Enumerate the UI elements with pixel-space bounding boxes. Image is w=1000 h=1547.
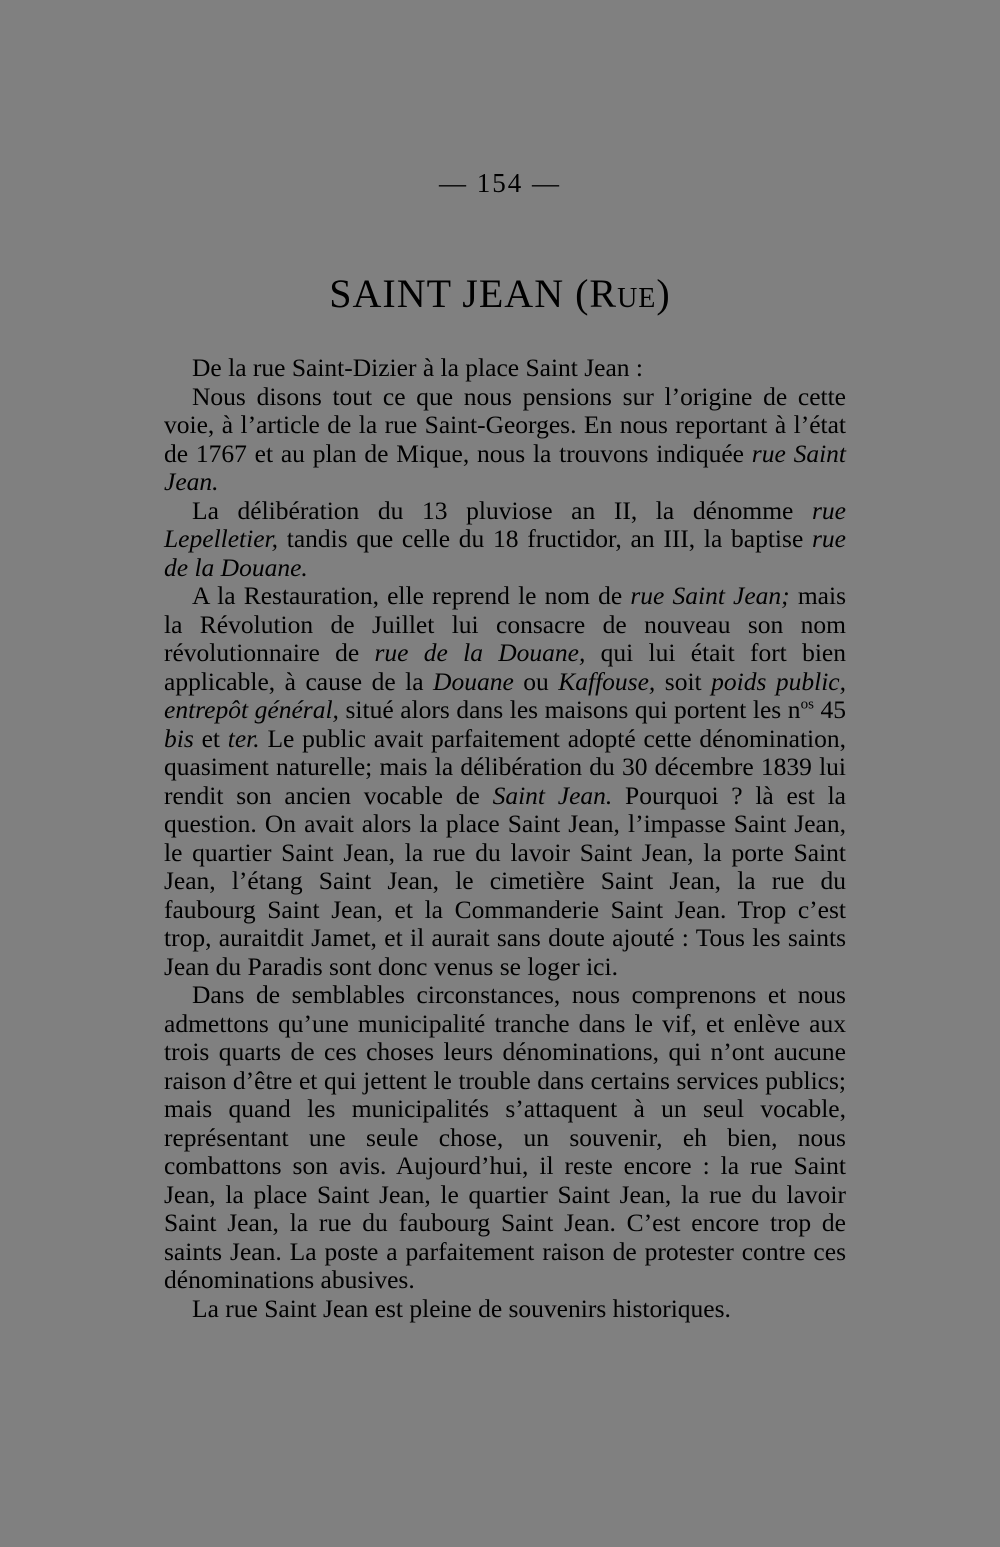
italic-text: Kaffouse, [558,666,656,696]
italic-text: rue Saint Jean. [164,438,846,496]
text-run: Pourquoi ? là est la question. On avait alors la place Saint Jean, l’impasse Saint Jean, le quartier Saint Jean, la rue du lavoir Saint Jean, la porte Saint Jean, l’étang Saint Jean, le cimetière Saint Jean, la rue du faubourg Saint Jean, et la Commanderie Saint Jean. Trop c’est trop, auraitdit Jamet, et il aurait sans doute ajouté : Tous les saints Jean du Paradis sont donc venus se loger ici. [164,780,846,981]
text-run: mais la Révolution de Juillet lui consacre de nouveau son nom révolutionnaire de [164,581,846,667]
paragraph [164,582,846,981]
italic-text: ter. [227,723,260,753]
body-text [164,354,846,1323]
text-run: Dans de semblables circonstances, nous comprenons et nous admettons qu’une municipalité tranche dans le vif, et enlève aux trois quarts de ces choses leurs dénominations, qui n’ont aucune raison d’être et qui jettent le trouble dans certains services publics; mais quand les municipalités s’attaquent à un seul vocable, représentant une seule chose, un souvenir, eh bien, nous combattons son avis. Aujourd’hui, il reste encore : la rue Saint Jean, la place Saint Jean, le quartier Saint Jean, la rue du lavoir Saint Jean, la rue du faubourg Saint Jean. C’est encore trop de saints Jean. La poste a parfaitement raison de protester contre ces dénominations abusives. [164,980,846,1294]
italic-text: rue de la Douane. [164,524,846,582]
italic-text: poids public, entrepôt général, [164,666,846,724]
text-run: La délibération du 13 pluviose an II, la dénomme [192,495,812,525]
page-title [0,270,1000,317]
text-run: Le public avait parfaitement adopté cette dénomination, quasiment naturelle; mais la délibération du 30 décembre 1839 lui rendit son ancien vocable de [164,723,846,810]
paragraph [164,354,846,383]
paragraph [164,497,846,583]
paragraph [164,383,846,497]
page-number: — 154 — [439,168,561,198]
italic-text: Douane [433,666,514,696]
paragraph [164,1295,846,1324]
title-close: ) [656,271,671,316]
text-run: De la rue Saint-Dizier à la place Saint Jean : [192,353,644,382]
text-run: ou [513,666,559,696]
text-run: situé alors dans les maisons qui portent les n [338,695,801,724]
title-main: SAINT JEAN ( [329,271,590,316]
text-run: La rue Saint Jean est pleine de souvenirs historiques. [192,1293,731,1323]
italic-text: bis [164,723,194,753]
italic-text: rue de la Douane, [374,638,586,667]
superscript: os [800,696,814,713]
text-run: soit [655,666,712,696]
italic-text: rue Saint Jean; [630,581,790,610]
text-run: et [193,723,228,753]
italic-text: Saint Jean. [492,780,613,810]
text-run: qui lui était fort bien applicable, à cause de la [164,638,846,696]
title-small-caps: Rue [589,271,657,316]
text-run: 45 [813,695,847,724]
text-run: A la Restauration, elle reprend le nom de [192,581,631,610]
paragraph [164,981,846,1295]
italic-text: rue Lepelletier, [164,495,846,553]
text-run: Nous disons tout ce que nous pensions sur l’origine de cette voie, à l’article de la rue Saint-Georges. En nous reportant à l’état de 1767 et au plan de Mique, nous la trouvons indiquée [164,381,846,468]
text-run: tandis que celle du 18 fructidor, an III, la baptise [278,524,812,553]
